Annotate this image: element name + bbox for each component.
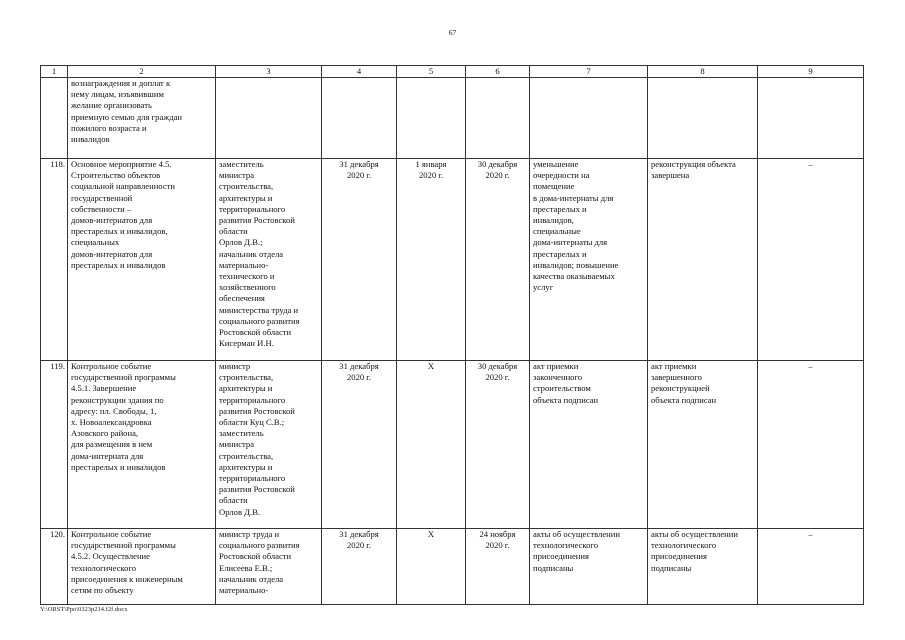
planned-result: акты об осуществлении технологического присоединения подписаны (530, 529, 648, 605)
actual-end-date: 30 декабря 2020 г. (466, 361, 530, 529)
file-path-footer: Y:\ORST\Ppo\0323p214.f2f.docx (40, 606, 128, 613)
actual-result: реконструкция объекта завершена (648, 159, 758, 361)
table-row-continuation (41, 78, 864, 159)
column-number: 1 (41, 66, 68, 78)
column-number: 3 (216, 66, 322, 78)
row-number: 118. (41, 159, 68, 361)
planned-date: 31 декабря 2020 г. (322, 361, 397, 529)
planned-date: 31 декабря 2020 г. (322, 529, 397, 605)
row-number: 120. (41, 529, 68, 605)
responsible-person: министр строительства, архитектуры и территориального развития Ростовской области Куц С.В.; заместитель министра строительства, архитектуры и территориального развития Ростовской области Орлов Д.В. (216, 361, 322, 529)
planned-result: уменьшение очередности на помещение в дома-интернаты для престарелых и инвалидов, специальные дома-интернаты для престарелых и инвалидов; повышение качества оказываемых услуг (530, 159, 648, 361)
planned-result: акт приемки законченного строительством объекта подписан (530, 361, 648, 529)
event-name: вознаграждения и доплат к нему лицам, изъявившим желание организовать приемную семью для граждан пожилого возраста и инвалидов (68, 78, 216, 159)
event-name: Основное мероприятие 4.5. Строительство объектов социальной направленности государственной собственности – домов-интернатов для престарелых и инвалидов, специальных домов-интернатов для престарелых и инвалидов (68, 159, 216, 361)
actual-result: акты об осуществлении технологического присоединения подписаны (648, 529, 758, 605)
plan-table (40, 65, 864, 605)
page-number: 67 (448, 28, 457, 37)
actual-start-date: Х (397, 529, 466, 605)
column-number: 6 (466, 66, 530, 78)
column-number-row (41, 66, 864, 78)
row-number: 119. (41, 361, 68, 529)
table-row (41, 529, 864, 605)
actual-end-date: 30 декабря 2020 г. (466, 159, 530, 361)
column-number: 5 (397, 66, 466, 78)
responsible-person: заместитель министра строительства, архитектуры и территориального развития Ростовской области Орлов Д.В.; начальник отдела материально- технического и хозяйственного обеспечения министерства труда и социального развития Ростовской области Кисерман И.Н. (216, 159, 322, 361)
planned-result (530, 78, 648, 159)
column-number: 9 (758, 66, 864, 78)
note: – (758, 529, 864, 605)
note: – (758, 159, 864, 361)
table-row (41, 361, 864, 529)
actual-result (648, 78, 758, 159)
column-number: 2 (68, 66, 216, 78)
actual-start-date (397, 78, 466, 159)
event-name: Контрольное событие государственной программы 4.5.2. Осуществление технологического присоединения к инженерным сетям по объекту (68, 529, 216, 605)
table-row (41, 159, 864, 361)
responsible-person: министр труда и социального развития Ростовской области Елисеева Е.В.; начальник отдела материально- (216, 529, 322, 605)
column-number: 8 (648, 66, 758, 78)
event-name: Контрольное событие государственной программы 4.5.1. Завершение реконструкции здания по адресу: пл. Свободы, 1, х. Новоалександровка Азовского района, для размещения в нем дома-интерната для престарелых и инвалидов (68, 361, 216, 529)
planned-date: 31 декабря 2020 г. (322, 159, 397, 361)
actual-end-date: 24 ноября 2020 г. (466, 529, 530, 605)
actual-start-date: 1 января 2020 г. (397, 159, 466, 361)
responsible-person (216, 78, 322, 159)
actual-result: акт приемки завершенного реконструкцией объекта подписан (648, 361, 758, 529)
column-number: 7 (530, 66, 648, 78)
row-number (41, 78, 68, 159)
actual-end-date (466, 78, 530, 159)
note: – (758, 361, 864, 529)
planned-date (322, 78, 397, 159)
note (758, 78, 864, 159)
column-number: 4 (322, 66, 397, 78)
actual-start-date: Х (397, 361, 466, 529)
